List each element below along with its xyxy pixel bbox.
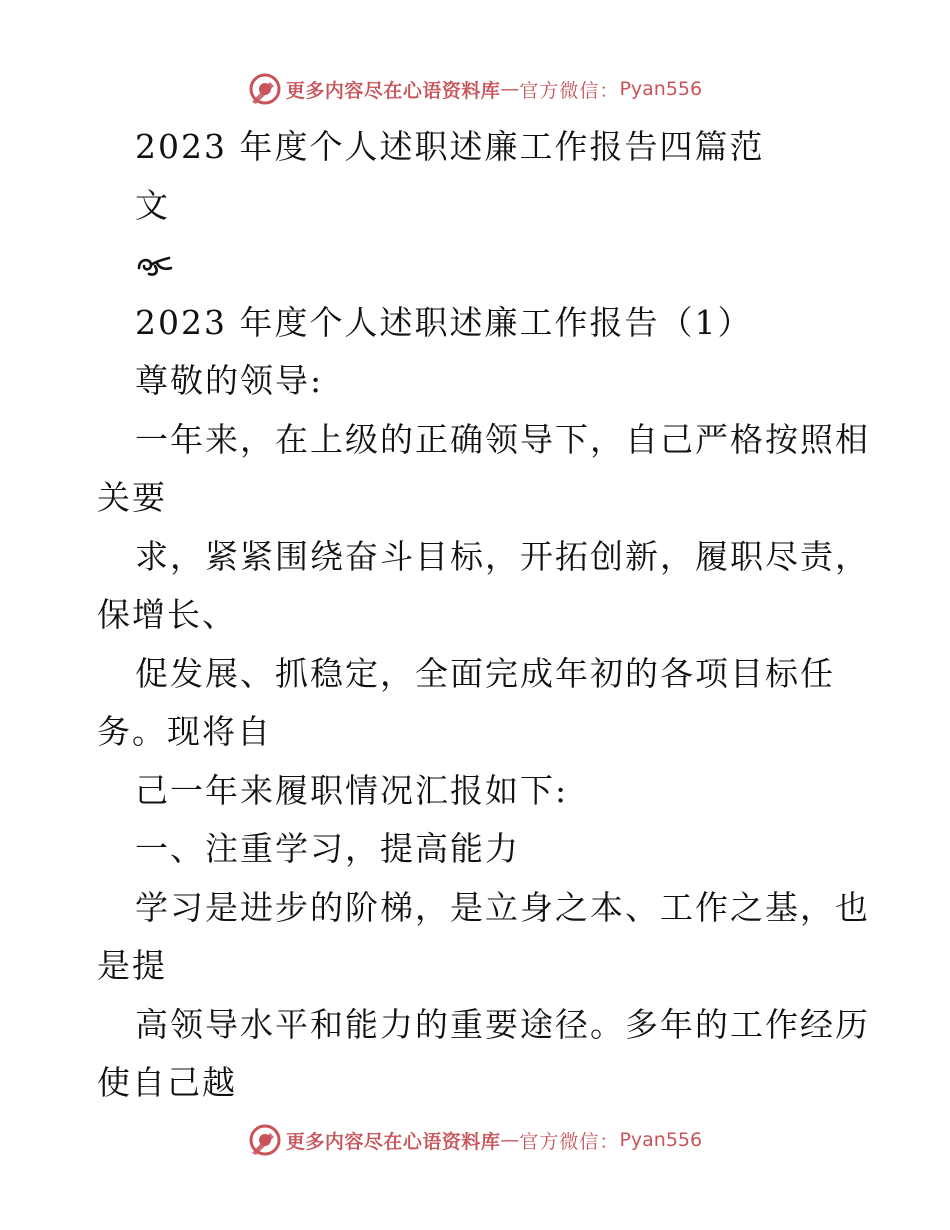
body-line: 是提 xyxy=(97,946,167,985)
body-line: 关要 xyxy=(97,478,167,517)
banner-wechat-id: Pyan556 xyxy=(619,78,703,100)
document-title-line-1: 2023 年度个人述职述廉工作报告四篇范 xyxy=(135,127,765,166)
body-line: 一年来，在上级的正确领导下，自己严格按照相 xyxy=(135,420,870,459)
body-line: 保增长、 xyxy=(97,595,237,634)
banner-lead-text: 更多内容尽在心语资料库 xyxy=(285,79,501,102)
document-title-line-2: 文 xyxy=(135,186,170,225)
body-line: 尊敬的领导: xyxy=(135,361,324,400)
section-subheading: 一、注重学习，提高能力 xyxy=(135,829,520,868)
banner-wechat-id: Pyan556 xyxy=(619,1129,703,1151)
body-line: 促发展、抓稳定，全面完成年初的各项目标任 xyxy=(135,654,835,693)
body-line: 求，紧紧围绕奋斗目标，开拓创新，履职尽责， xyxy=(135,537,870,576)
banner-lead-text: 更多内容尽在心语资料库 xyxy=(285,1130,501,1153)
body-line: 务。现将自 xyxy=(97,712,272,751)
flourish-ornament-icon xyxy=(135,250,173,278)
body-line: 学习是进步的阶梯，是立身之本、工作之基，也 xyxy=(135,888,870,927)
body-line: 己一年来履职情况汇报如下: xyxy=(135,771,569,810)
section-heading: 2023 年度个人述职述廉工作报告（1） xyxy=(135,303,753,342)
banner-dash: — xyxy=(500,78,520,100)
banner-wechat-label: 官方微信： xyxy=(519,79,620,102)
body-line: 使自己越 xyxy=(97,1063,237,1102)
header-watermark-banner xyxy=(0,69,950,109)
banner-wechat-label: 官方微信： xyxy=(519,1130,620,1153)
body-line: 高领导水平和能力的重要途径。多年的工作经历 xyxy=(135,1005,870,1044)
footer-watermark-banner xyxy=(0,1120,950,1160)
pen-logo-icon xyxy=(248,1123,282,1157)
banner-dash: — xyxy=(500,1129,520,1151)
pen-logo-icon xyxy=(248,72,282,106)
